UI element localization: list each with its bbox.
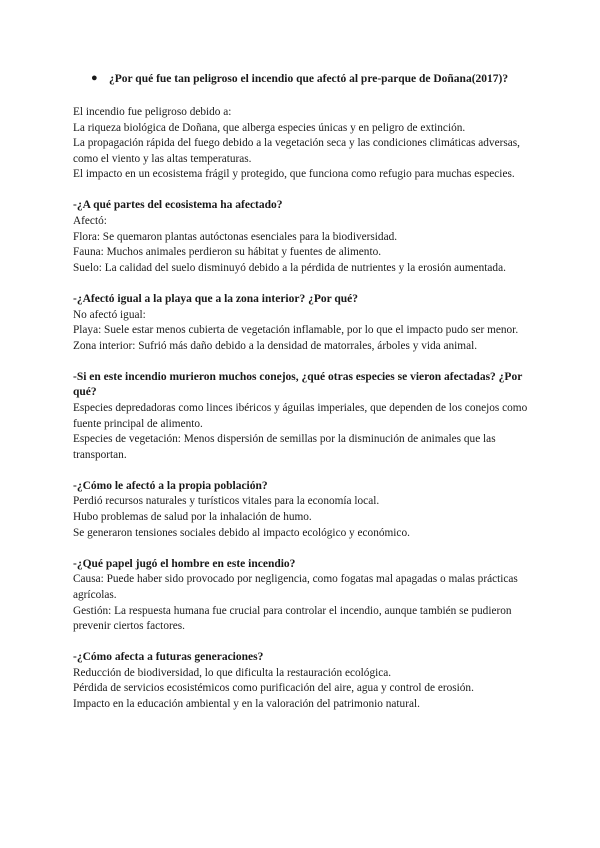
question-2-title: -¿A qué partes del ecosistema ha afectado?: [73, 199, 283, 212]
answer-5-line: Perdió recursos naturales y turísticos vitales para la economía local.: [73, 495, 380, 508]
document-body: [73, 105, 533, 713]
answer-1-line: La propagación rápida del fuego debido a la vegetación seca y las condiciones climáticas adversas, como el viento y las altas temperaturas.: [73, 137, 520, 165]
bullet-icon: ●: [91, 72, 98, 84]
answer-1-line: La riqueza biológica de Doñana, que alberga especies únicas y en peligro de extinción.: [73, 121, 466, 134]
answer-5-line: Se generaron tensiones sociales debido al impacto ecológico y económico.: [73, 526, 410, 539]
answer-7-line: Pérdida de servicios ecosistémicos como purificación del aire, agua y control de erosión.: [73, 682, 474, 695]
answer-6-line: Causa: Puede haber sido provocado por negligencia, como fogatas mal apagadas o malas prácticas agrícolas.: [73, 573, 518, 601]
question-5-title: -¿Cómo le afectó a la propia población?: [73, 479, 268, 492]
answer-2-line: Fauna: Muchos animales perdieron su hábitat y fuentes de alimento.: [73, 246, 382, 259]
question-6-title: -¿Qué papel jugó el hombre en este incendio?: [73, 557, 296, 570]
answer-7-line: Reducción de biodiversidad, lo que dificulta la restauración ecológica.: [73, 666, 392, 679]
question-1-title: ¿Por qué fue tan peligroso el incendio que afectó al pre-parque de Doñana(2017)?: [109, 73, 509, 85]
answer-2-line: Suelo: La calidad del suelo disminuyó debido a la pérdida de nutrientes y la erosión aumentada.: [73, 261, 506, 274]
question-3-title: -¿Afectó igual a la playa que a la zona interior? ¿Por qué?: [73, 292, 359, 305]
answer-6-line: Gestión: La respuesta humana fue crucial para controlar el incendio, aunque también se pudieron prevenir ciertos factores.: [73, 604, 512, 633]
answer-3-line: No afectó igual:: [73, 308, 146, 321]
answer-1-line: El impacto en un ecosistema frágil y protegido, que funciona como refugio para muchas especies.: [73, 168, 515, 181]
answer-3-line: Playa: Suele estar menos cubierta de vegetación inflamable, por lo que el impacto pudo ser menor.: [73, 324, 519, 337]
answer-5-line: Hubo problemas de salud por la inhalación de humo.: [73, 511, 312, 524]
answer-2-line: Afectó:: [73, 215, 107, 228]
question-4-title: -Si en este incendio murieron muchos conejos, ¿qué otras especies se vieron afectadas? ¿Por qué?: [73, 370, 523, 399]
answer-4-line: Especies depredadoras como linces ibéricos y águilas imperiales, que dependen de los conejos como fuente principal de alimento.: [73, 402, 528, 430]
answer-1-line: El incendio fue peligroso debido a:: [73, 106, 232, 118]
question-7-title: -¿Cómo afecta a futuras generaciones?: [73, 651, 264, 664]
answer-2-line: Flora: Se quemaron plantas autóctonas esenciales para la biodiversidad.: [73, 230, 398, 243]
answer-7-line: Impacto en la educación ambiental y en la valoración del patrimonio natural.: [73, 698, 420, 710]
question-1: [91, 72, 511, 87]
answer-4-line: Especies de vegetación: Menos dispersión de semillas por la disminución de animales que las transportan.: [73, 433, 496, 461]
answer-3-line: Zona interior: Sufrió más daño debido a la densidad de matorrales, árboles y vida animal.: [73, 339, 478, 352]
